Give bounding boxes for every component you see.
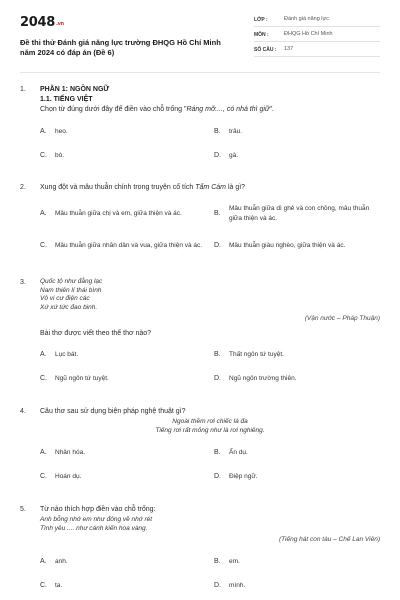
answer-options bbox=[40, 124, 380, 172]
answer-options bbox=[40, 555, 380, 600]
meta-class-row bbox=[254, 14, 380, 27]
option-b[interactable] bbox=[214, 446, 380, 460]
option-text: Mâu thuẫn giàu nghèo, giữa thiện và ác. bbox=[229, 242, 346, 250]
question-prompt: Chọn từ đúng dưới đây để điền vào chỗ trống "Ráng mỡ...., có nhà thì giữ". bbox=[40, 105, 274, 113]
poem-line: Xứ xứ tức đao binh. bbox=[40, 304, 98, 312]
option-d[interactable] bbox=[214, 470, 380, 484]
question-number: 5. bbox=[20, 505, 26, 513]
option-text: Ẩn dụ. bbox=[229, 449, 248, 457]
answer-options bbox=[40, 203, 380, 267]
document-header bbox=[0, 0, 400, 72]
option-d[interactable] bbox=[214, 372, 380, 386]
option-letter: A. bbox=[40, 351, 47, 359]
question-1 bbox=[20, 85, 380, 172]
option-d[interactable] bbox=[214, 235, 380, 257]
meta-label: SỐ CÂU : bbox=[254, 46, 277, 53]
option-text: gà. bbox=[229, 151, 239, 159]
question-number: 3. bbox=[20, 278, 26, 286]
question-number: 1. bbox=[20, 86, 26, 93]
option-letter: A. bbox=[40, 127, 47, 135]
option-b[interactable] bbox=[214, 124, 380, 138]
option-letter: A. bbox=[40, 558, 47, 565]
option-letter: A. bbox=[40, 449, 47, 457]
option-letter: D. bbox=[214, 582, 221, 589]
option-text: Mâu thuẫn giữa chị và em, giữa thiện và ác. bbox=[55, 210, 182, 218]
option-a[interactable] bbox=[40, 348, 206, 362]
option-text: Ngũ ngôn trường thiên. bbox=[229, 375, 297, 383]
poem-line: Nam thiên lí thái bình bbox=[40, 286, 102, 294]
option-text: mình. bbox=[229, 582, 246, 589]
option-letter: D. bbox=[214, 375, 221, 383]
option-letter: D. bbox=[214, 473, 221, 481]
meta-label: MÔN : bbox=[254, 31, 269, 38]
option-letter: B. bbox=[214, 127, 221, 135]
option-c[interactable] bbox=[40, 372, 206, 386]
option-letter: C. bbox=[40, 242, 47, 250]
poem-source: (Vận nước – Pháp Thuận) bbox=[304, 314, 380, 322]
poem-excerpt bbox=[40, 418, 380, 436]
option-letter: C. bbox=[40, 473, 47, 481]
site-logo[interactable]: 2048.vn bbox=[20, 15, 64, 30]
option-a[interactable] bbox=[40, 203, 206, 225]
option-text: Ngũ ngôn tứ tuyệt. bbox=[55, 375, 109, 383]
question-3 bbox=[20, 278, 380, 396]
option-letter: C. bbox=[40, 375, 47, 383]
option-c[interactable] bbox=[40, 470, 206, 484]
question-5 bbox=[20, 505, 380, 600]
poem-line: Anh bỗng nhớ em như đông về nhớ rét bbox=[40, 516, 153, 524]
question-list bbox=[0, 73, 400, 600]
question-prompt: Từ nào thích hợp điền vào chỗ trống: bbox=[40, 505, 156, 513]
meta-value: ĐHQG Hồ Chí Minh bbox=[284, 31, 333, 38]
option-b[interactable] bbox=[214, 348, 380, 362]
option-b[interactable] bbox=[214, 203, 380, 225]
option-c[interactable] bbox=[40, 579, 206, 593]
option-a[interactable] bbox=[40, 555, 206, 569]
answer-options bbox=[40, 446, 380, 494]
poem-line: Quốc tộ như đằng lạc bbox=[40, 277, 103, 285]
poem-excerpt bbox=[40, 516, 380, 534]
option-text: em. bbox=[229, 558, 240, 565]
option-letter: B. bbox=[214, 449, 221, 457]
option-text: heo. bbox=[55, 127, 68, 135]
option-text: anh. bbox=[55, 558, 68, 565]
option-b[interactable] bbox=[214, 555, 380, 569]
option-text: Mâu thuẫn giữa nhân dân và vua, giữa thiện và ác. bbox=[55, 242, 203, 250]
option-letter: D. bbox=[214, 242, 221, 250]
option-d[interactable] bbox=[214, 579, 380, 593]
question-number: 2. bbox=[20, 184, 26, 192]
option-text: ta. bbox=[55, 582, 63, 589]
option-text: Nhân hóa. bbox=[55, 449, 85, 457]
poem-line: Ngoài thềm rơi chiếc lá đa bbox=[172, 418, 248, 426]
option-text: Mâu thuẫn giữa dì ghẻ và con chồng, mâu thuẫn giữa thiện và ác. bbox=[229, 205, 370, 222]
poem-source: (Tiếng hát con tàu – Chế Lan Viên) bbox=[278, 535, 380, 543]
exam-title: Đề thi thử Đánh giá năng lực trường ĐHQG Hồ Chí Minh năm 2024 có đáp án (Đề 6) bbox=[20, 37, 221, 58]
section-title: PHẦN 1: NGÔN NGỮ bbox=[40, 86, 110, 93]
option-text: Hoán dụ. bbox=[55, 473, 82, 481]
option-a[interactable] bbox=[40, 446, 206, 460]
option-letter: B. bbox=[214, 210, 221, 218]
question-2 bbox=[20, 183, 380, 266]
option-d[interactable] bbox=[214, 148, 380, 162]
question-number: 4. bbox=[20, 408, 26, 416]
question-prompt: Xung đột và mâu thuẫn chính trong truyện cổ tích Tấm Cám là gì? bbox=[40, 184, 246, 192]
poem-line: Tiếng rơi rất mỏng như là rơi nghiêng. bbox=[155, 427, 265, 435]
meta-count-row bbox=[254, 44, 380, 57]
question-4 bbox=[20, 407, 380, 494]
poem-line: Tình yêu .... như cánh kiến hoa vàng. bbox=[40, 525, 148, 533]
option-letter: C. bbox=[40, 582, 47, 589]
option-letter: D. bbox=[214, 151, 221, 159]
option-a[interactable] bbox=[40, 124, 206, 138]
meta-label: LỚP : bbox=[254, 16, 268, 23]
option-letter: B. bbox=[214, 558, 221, 565]
question-prompt: Bài thơ được viết theo thể thơ nào? bbox=[40, 329, 152, 337]
option-letter: B. bbox=[214, 351, 221, 359]
exam-meta bbox=[254, 14, 380, 59]
question-prompt: Câu thơ sau sử dụng biện pháp nghệ thuật gì? bbox=[40, 408, 186, 416]
option-c[interactable] bbox=[40, 148, 206, 162]
poem-excerpt bbox=[40, 278, 380, 313]
option-text: bò. bbox=[55, 151, 65, 159]
poem-line: Vô vi cư điện các bbox=[40, 295, 90, 303]
meta-value: Đánh giá năng lực bbox=[284, 16, 329, 23]
option-letter: C. bbox=[40, 151, 47, 159]
subsection-title: 1.1. TIẾNG VIỆT bbox=[40, 96, 93, 104]
option-c[interactable] bbox=[40, 235, 206, 257]
option-text: trâu. bbox=[229, 127, 243, 135]
option-text: Lục bát. bbox=[55, 351, 79, 359]
option-text: Thất ngôn tứ tuyệt. bbox=[229, 351, 284, 359]
answer-options bbox=[40, 348, 380, 396]
option-letter: A. bbox=[40, 210, 47, 218]
meta-value: 137 bbox=[284, 46, 294, 53]
meta-subject-row bbox=[254, 29, 380, 42]
option-text: Điệp ngữ. bbox=[229, 473, 258, 481]
